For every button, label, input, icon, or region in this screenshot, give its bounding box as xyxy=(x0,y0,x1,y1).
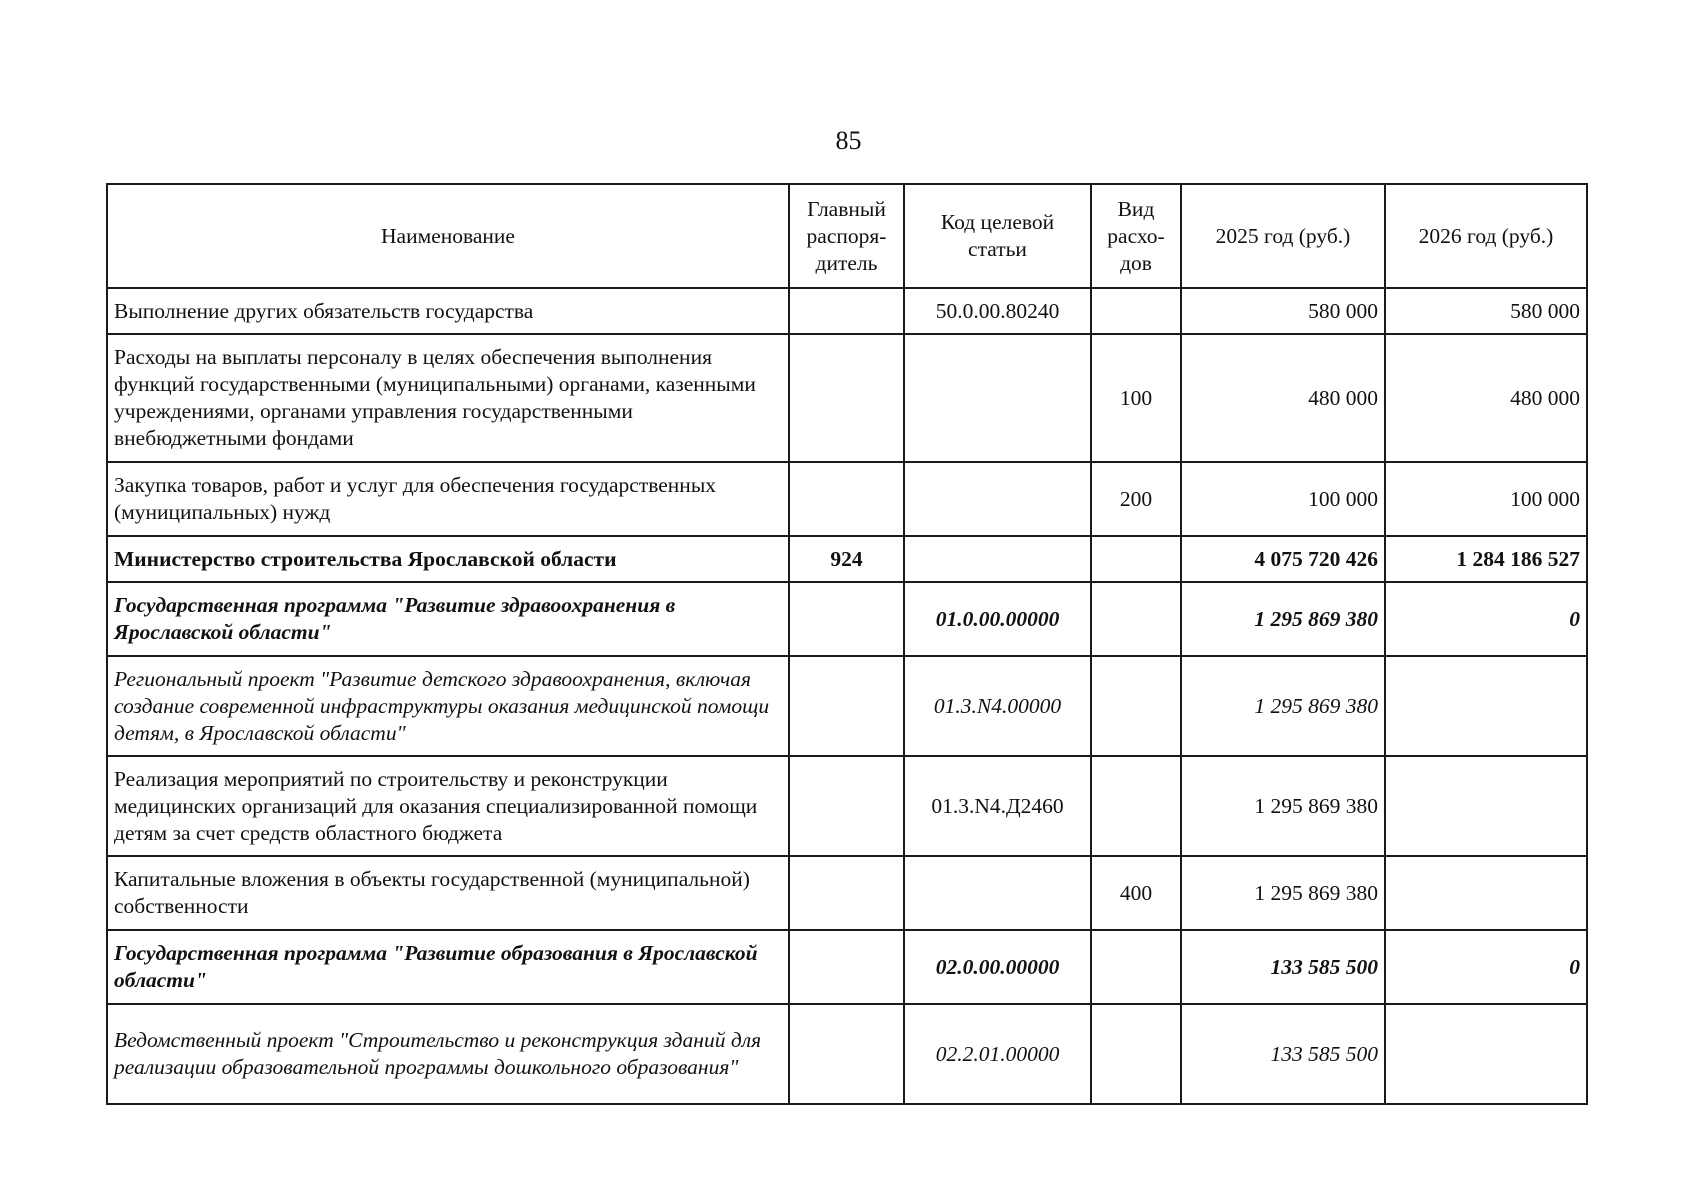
table-row xyxy=(107,930,1587,1004)
cell-administrator xyxy=(789,582,904,656)
cell-administrator xyxy=(789,930,904,1004)
cell-name: Капитальные вложения в объекты государственной (муниципальной) собственности xyxy=(107,856,789,930)
cell-code: 02.2.01.00000 xyxy=(904,1004,1091,1104)
cell-code xyxy=(904,462,1091,536)
header-year-2025: 2025 год (руб.) xyxy=(1181,184,1385,288)
table-row xyxy=(107,656,1587,756)
cell-year-2025: 1 295 869 380 xyxy=(1181,656,1385,756)
cell-expense-type xyxy=(1091,288,1181,334)
cell-year-2026 xyxy=(1385,856,1587,930)
cell-year-2026 xyxy=(1385,756,1587,856)
cell-name: Государственная программа "Развитие здравоохранения в Ярославской области" xyxy=(107,582,789,656)
cell-name: Выполнение других обязательств государства xyxy=(107,288,789,334)
cell-code: 50.0.00.80240 xyxy=(904,288,1091,334)
cell-year-2026: 580 000 xyxy=(1385,288,1587,334)
cell-year-2026: 100 000 xyxy=(1385,462,1587,536)
header-code: Код целевой статьи xyxy=(904,184,1091,288)
budget-table-container xyxy=(106,183,1588,1105)
cell-administrator xyxy=(789,756,904,856)
cell-code: 02.0.00.00000 xyxy=(904,930,1091,1004)
cell-code xyxy=(904,856,1091,930)
cell-administrator xyxy=(789,656,904,756)
cell-administrator xyxy=(789,856,904,930)
table-row xyxy=(107,536,1587,582)
cell-year-2025: 480 000 xyxy=(1181,334,1385,462)
cell-name: Ведомственный проект "Строительство и реконструкция зданий для реализации образовательной программы дошкольного образования" xyxy=(107,1004,789,1104)
cell-code: 01.3.N4.Д2460 xyxy=(904,756,1091,856)
cell-administrator xyxy=(789,288,904,334)
cell-year-2026 xyxy=(1385,656,1587,756)
budget-table xyxy=(106,183,1588,1105)
cell-year-2025: 100 000 xyxy=(1181,462,1385,536)
cell-year-2025: 133 585 500 xyxy=(1181,930,1385,1004)
table-row xyxy=(107,462,1587,536)
cell-expense-type xyxy=(1091,930,1181,1004)
cell-administrator xyxy=(789,334,904,462)
cell-administrator: 924 xyxy=(789,536,904,582)
table-row xyxy=(107,1004,1587,1104)
cell-expense-type xyxy=(1091,536,1181,582)
table-header-row xyxy=(107,184,1587,288)
table-row xyxy=(107,582,1587,656)
cell-administrator xyxy=(789,1004,904,1104)
cell-expense-type xyxy=(1091,656,1181,756)
cell-expense-type: 200 xyxy=(1091,462,1181,536)
table-body xyxy=(107,288,1587,1104)
cell-name: Государственная программа "Развитие образования в Ярославской области" xyxy=(107,930,789,1004)
header-expense-type: Вид расхо-дов xyxy=(1091,184,1181,288)
cell-code: 01.0.00.00000 xyxy=(904,582,1091,656)
cell-year-2026: 0 xyxy=(1385,930,1587,1004)
table-row xyxy=(107,756,1587,856)
cell-code: 01.3.N4.00000 xyxy=(904,656,1091,756)
cell-year-2026 xyxy=(1385,1004,1587,1104)
table-row xyxy=(107,334,1587,462)
cell-name: Реализация мероприятий по строительству и реконструкции медицинских организаций для оказания специализированной помощи детям за счет средств областного бюджета xyxy=(107,756,789,856)
cell-name: Закупка товаров, работ и услуг для обеспечения государственных (муниципальных) нужд xyxy=(107,462,789,536)
cell-expense-type xyxy=(1091,756,1181,856)
table-row xyxy=(107,856,1587,930)
cell-year-2025: 1 295 869 380 xyxy=(1181,582,1385,656)
cell-expense-type: 400 xyxy=(1091,856,1181,930)
cell-year-2025: 580 000 xyxy=(1181,288,1385,334)
cell-year-2025: 1 295 869 380 xyxy=(1181,756,1385,856)
cell-name: Региональный проект "Развитие детского здравоохранения, включая создание современной инфраструктуры оказания медицинской помощи детям, в Ярославской области" xyxy=(107,656,789,756)
cell-year-2025: 4 075 720 426 xyxy=(1181,536,1385,582)
cell-expense-type: 100 xyxy=(1091,334,1181,462)
cell-year-2025: 133 585 500 xyxy=(1181,1004,1385,1104)
cell-year-2026: 0 xyxy=(1385,582,1587,656)
header-administrator: Главный распоря-дитель xyxy=(789,184,904,288)
page-number: 85 xyxy=(835,126,862,155)
cell-code xyxy=(904,536,1091,582)
cell-name: Расходы на выплаты персоналу в целях обеспечения выполнения функций государственными (муниципальными) органами, казенными учреждениями, органами управления государственными внебюджетными фондами xyxy=(107,334,789,462)
cell-year-2026: 480 000 xyxy=(1385,334,1587,462)
header-name: Наименование xyxy=(107,184,789,288)
cell-code xyxy=(904,334,1091,462)
cell-year-2025: 1 295 869 380 xyxy=(1181,856,1385,930)
cell-expense-type xyxy=(1091,582,1181,656)
cell-name: Министерство строительства Ярославской области xyxy=(107,536,789,582)
cell-year-2026: 1 284 186 527 xyxy=(1385,536,1587,582)
cell-expense-type xyxy=(1091,1004,1181,1104)
header-year-2026: 2026 год (руб.) xyxy=(1385,184,1587,288)
cell-administrator xyxy=(789,462,904,536)
table-row xyxy=(107,288,1587,334)
